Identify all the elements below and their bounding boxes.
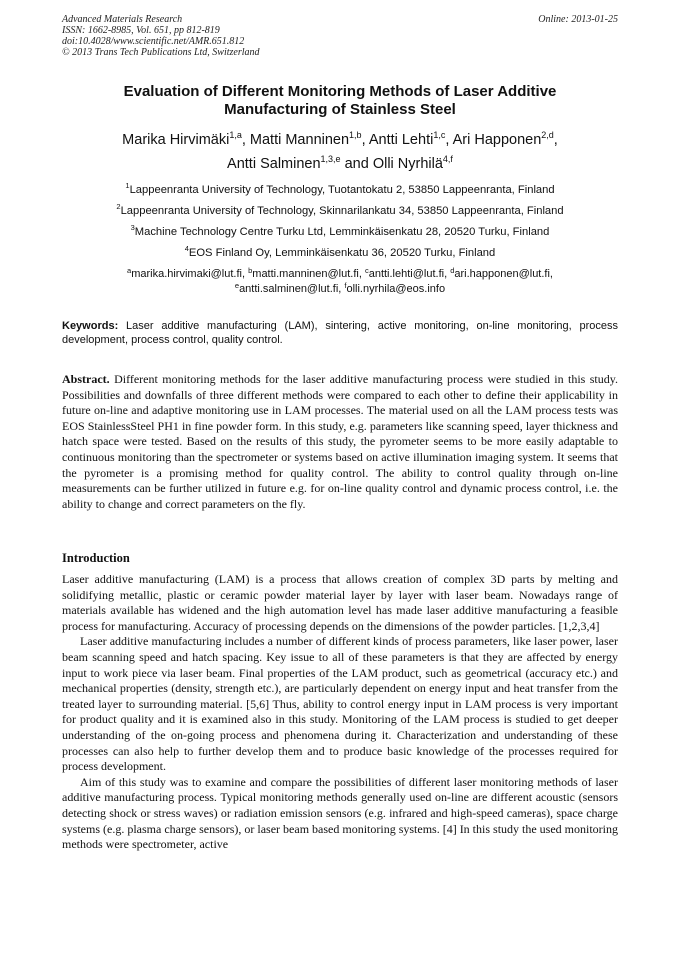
affiliation-item — [62, 201, 618, 222]
author-line-2 — [62, 152, 618, 176]
email-link[interactable]: marika.hirvimaki@lut.fi, — [131, 268, 249, 280]
author-separator: , — [445, 132, 453, 148]
author-name: Olli Nyrhilä — [372, 156, 443, 172]
affiliation-mark: 1 — [125, 181, 130, 190]
affiliation-mark: 2 — [116, 202, 121, 211]
introduction-body — [62, 572, 618, 853]
email-line-1 — [62, 267, 618, 282]
doi-line[interactable]: doi:10.4028/www.scientific.net/AMR.651.812 — [62, 36, 245, 47]
email-link[interactable]: ari.happonen@lut.fi, — [454, 268, 553, 280]
affiliation-list — [62, 180, 618, 264]
author-affil-mark: 1,a — [229, 130, 242, 140]
email-line-2 — [62, 282, 618, 297]
author-affil-mark: 1,c — [433, 130, 446, 140]
affiliation-text: Lappeenranta University of Technology, Tuotantokatu 2, 53850 Lappeenranta, Finland — [129, 184, 555, 196]
author-affil-mark: 2,d — [541, 130, 554, 140]
author-affil-mark: 1,b — [349, 130, 362, 140]
affiliation-item — [62, 243, 618, 264]
author-name: Antti Lehti — [368, 132, 434, 148]
keywords-block — [62, 319, 618, 347]
affiliation-item — [62, 222, 618, 243]
author-list — [62, 128, 618, 176]
section-heading-introduction: Introduction — [62, 551, 130, 565]
email-mark: a — [127, 266, 132, 275]
copyright-line: © 2013 Trans Tech Publications Ltd, Switzerland — [62, 47, 260, 58]
affiliation-text: EOS Finland Oy, Lemminkäisenkatu 36, 20520 Turku, Finland — [188, 247, 496, 259]
email-mark: f — [344, 281, 347, 290]
author-name: Matti Manninen — [249, 132, 350, 148]
issn-line: ISSN: 1662-8985, Vol. 651, pp 812-819 — [62, 25, 220, 36]
author-name: Marika Hirvimäki — [122, 132, 230, 148]
author-line-1 — [62, 128, 618, 152]
author-affil-mark: 4,f — [442, 154, 453, 164]
abstract-text: Different monitoring methods for the laser additive manufacturing process were studied in this study. Possibilities and downfalls of three different methods were compared to each other to define their applicability in future on-line and adaptive monitoring use in LAM processes. The material used on all the LAM process tests was EOS StainlessSteel PH1 in fine powder form. In this study, e.g. parameters like scanning speed, layer thickness and hatch space were tested. Based on the results of this study, the pyrometer seems to be more easily adaptable to continuous monitoring than the spectrometer or systems based on active illumination imaging system. It seems that the pyrometer is a promising method for quality control. The ability to control quality through on-line measurements can be further utilized in future e.g. for on-line quality control and dynamic process control, i.e. the ability to change and correct parameters on the fly. — [62, 372, 618, 511]
affiliation-item — [62, 180, 618, 201]
author-separator: , — [361, 132, 369, 148]
keywords-text: Laser additive manufacturing (LAM), sintering, active monitoring, on-line monitoring, process development, process control, quality control. — [62, 320, 618, 346]
author-affil-mark: 1,3,e — [320, 154, 341, 164]
email-mark: d — [450, 266, 455, 275]
author-separator: , — [553, 132, 558, 148]
keywords-label: Keywords: — [62, 320, 119, 332]
title-line-2: Manufacturing of Stainless Steel — [224, 101, 456, 118]
body-paragraph: Laser additive manufacturing includes a number of different kinds of process parameters, like laser power, laser beam scanning speed and hatch spacing. Key issue to all of these parameters is that they are affected by energy input to work piece via laser beam. Final properties of the LAM product, such as geometrical (accuracy etc.) and mechanical properties (density, strength etc.), are particularly dependent on energy input and heat transfer from the treated layer to surrounding material. [5,6] Thus, ability to control energy input in LAM process is very important for product quality and it is examined also in this study. Monitoring of the LAM process is studied to get deeper understanding of the on-going process and phenomena during it. Characterization and understanding of these processes can also help to further develop them and to produce basic knowledge of the processes required for process development. — [62, 634, 618, 774]
email-link[interactable]: olli.nyrhila@eos.info — [346, 283, 446, 295]
body-paragraph: Aim of this study was to examine and compare the possibilities of different laser monitoring methods of laser additive manufacturing process. Typical monitoring methods generally used on-line are different acoustic (sensors detecting shock or stress waves) or radiation emission sensors (e.g. infrared and high-speed cameras), space charge systems (e.g. plasma charge sensors), or laser beam based monitoring systems. [4] In this study the used monitoring methods were spectrometer, active — [62, 774, 619, 852]
affiliation-text: Lappeenranta University of Technology, Skinnarilankatu 34, 53850 Lappeenranta, Finland — [120, 205, 564, 217]
title-line-1: Evaluation of Different Monitoring Methods of Laser Additive — [123, 83, 557, 100]
email-link[interactable]: antti.salminen@lut.fi, — [239, 283, 345, 295]
email-list — [62, 267, 618, 297]
author-separator: and — [340, 156, 373, 172]
email-mark: e — [234, 281, 240, 290]
author-separator: , — [241, 132, 250, 148]
abstract-block — [62, 372, 618, 512]
email-mark: b — [248, 266, 253, 275]
affiliation-text: Machine Technology Centre Turku Ltd, Lemminkäisenkatu 28, 20520 Turku, Finland — [134, 226, 550, 238]
email-mark: c — [364, 266, 369, 275]
affiliation-mark: 4 — [184, 244, 189, 253]
author-name: Ari Happonen — [452, 132, 542, 148]
abstract-label: Abstract. — [62, 372, 110, 386]
affiliation-mark: 3 — [130, 223, 135, 232]
paper-title — [62, 83, 618, 119]
email-link[interactable]: matti.manninen@lut.fi, — [252, 268, 365, 280]
running-header — [62, 14, 618, 58]
online-date: Online: 2013-01-25 — [538, 14, 618, 25]
journal-name: Advanced Materials Research — [62, 14, 183, 25]
body-paragraph: Laser additive manufacturing (LAM) is a process that allows creation of complex 3D parts by melting and solidifying metallic, plastic or ceramic powder material layer by layer with laser beam. Nowadays range of materials available has widened and the high automation level has made laser additive manufacturing a feasible process for manufacturing. Accuracy of processing depends on the dimensions of the powder particles. [1,2,3,4] — [62, 572, 618, 633]
email-link[interactable]: antti.lehti@lut.fi, — [368, 268, 451, 280]
author-name: Antti Salminen — [227, 156, 321, 172]
